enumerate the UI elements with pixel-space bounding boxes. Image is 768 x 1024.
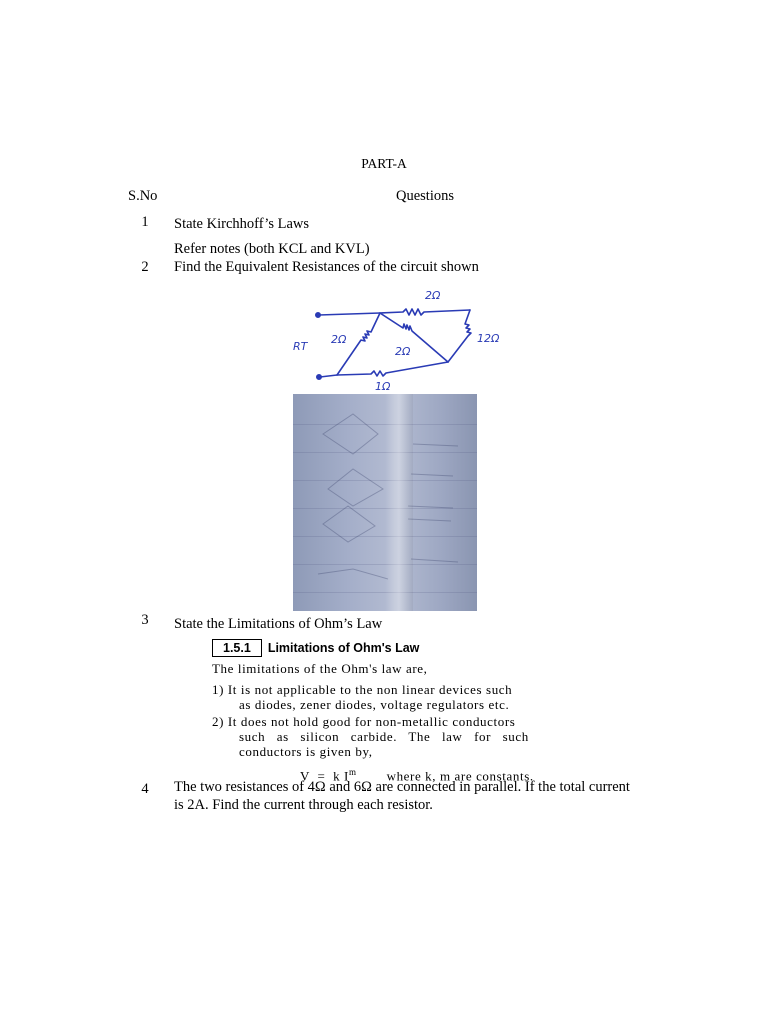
circuit-label-right: 12Ω — [477, 332, 500, 345]
circuit-label-left: 2Ω — [331, 333, 347, 346]
question-1-answer: Refer notes (both KCL and KVL) — [174, 241, 370, 257]
section-title: Limitations of Ohm's Law — [267, 641, 420, 655]
ohms-law-excerpt — [212, 639, 632, 783]
section-number: 1.5.1 — [212, 639, 262, 657]
column-header-questions: Questions — [396, 188, 454, 204]
section-heading — [212, 639, 632, 657]
handwritten-solution-photo — [293, 394, 477, 611]
question-3-number: 3 — [141, 612, 149, 628]
excerpt-intro: The limitations of the Ohm's law are, — [212, 661, 428, 676]
excerpt-point-2-line-2: such as silicon carbide. The law for such — [239, 729, 529, 744]
circuit-label-top: 2Ω — [425, 289, 441, 302]
circuit-label-middle: 2Ω — [395, 345, 411, 358]
column-header-sno: S.No — [128, 188, 158, 204]
question-4-number: 4 — [141, 781, 149, 797]
excerpt-point-1-line-2: as diodes, zener diodes, voltage regulators etc. — [239, 697, 510, 712]
part-title: PART-A — [361, 156, 407, 171]
circuit-label-bottom: 1Ω — [375, 380, 391, 392]
excerpt-point-2-line-1: 2) It does not hold good for non-metallic conductors — [212, 714, 516, 729]
excerpt-point-2-line-3: conductors is given by, — [239, 744, 373, 759]
circuit-label-terminal: RT — [293, 340, 308, 353]
question-1-number: 1 — [141, 214, 149, 230]
excerpt-point-1-line-1: 1) It is not applicable to the non linear devices such — [212, 682, 513, 697]
question-1-text: State Kirchhoff’s Laws — [174, 216, 310, 232]
question-2-text: Find the Equivalent Resistances of the circuit shown — [174, 259, 479, 275]
circuit-diagram — [285, 282, 525, 392]
formula-exponent: m — [348, 767, 357, 777]
formula-note: where k, m are constants. — [386, 768, 534, 784]
formula-main: V = k I — [300, 768, 349, 784]
question-3-text: State the Limitations of Ohm’s Law — [174, 616, 383, 632]
question-4-text: The two resistances of 4Ω and 6Ω are connected in parallel. If the total current is 2A. Find the current through each resistor. — [174, 779, 630, 813]
question-2-number: 2 — [141, 259, 149, 275]
